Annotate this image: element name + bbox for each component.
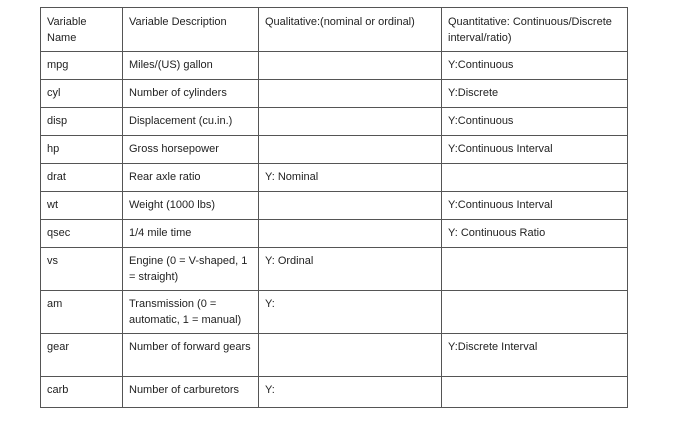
cell-qualitative: Y: xyxy=(259,291,442,334)
header-qualitative: Qualitative:(nominal or ordinal) xyxy=(259,8,442,52)
cell-qualitative xyxy=(259,108,442,136)
cell-description: Miles/(US) gallon xyxy=(123,52,259,80)
header-quantitative: Quantitative: Continuous/Discrete interval/ratio) xyxy=(442,8,628,52)
table-row-gear xyxy=(41,334,628,377)
cell-variable-name: disp xyxy=(41,108,123,136)
cell-qualitative: Y: Nominal xyxy=(259,164,442,192)
table-row-cyl xyxy=(41,80,628,108)
cell-variable-name: hp xyxy=(41,136,123,164)
table-row-disp xyxy=(41,108,628,136)
header-variable-name: Variable Name xyxy=(41,8,123,52)
cell-qualitative xyxy=(259,80,442,108)
cell-quantitative: Y: Continuous Ratio xyxy=(442,220,628,248)
cell-description: Gross horsepower xyxy=(123,136,259,164)
table-row-vs xyxy=(41,248,628,291)
cell-qualitative xyxy=(259,52,442,80)
cell-variable-name: carb xyxy=(41,377,123,408)
cell-description: Number of cylinders xyxy=(123,80,259,108)
cell-variable-name: qsec xyxy=(41,220,123,248)
cell-variable-name: cyl xyxy=(41,80,123,108)
table-row-hp xyxy=(41,136,628,164)
cell-quantitative: Y:Continuous Interval xyxy=(442,136,628,164)
cell-qualitative xyxy=(259,334,442,377)
header-row xyxy=(41,8,628,52)
cell-qualitative: Y: Ordinal xyxy=(259,248,442,291)
cell-qualitative xyxy=(259,136,442,164)
cell-quantitative: Y:Discrete Interval xyxy=(442,334,628,377)
table-row-qsec xyxy=(41,220,628,248)
cell-description: Displacement (cu.in.) xyxy=(123,108,259,136)
cell-quantitative: Y:Continuous Interval xyxy=(442,192,628,220)
cell-quantitative: Y:Continuous xyxy=(442,52,628,80)
table-row-drat xyxy=(41,164,628,192)
cell-description: Engine (0 = V-shaped, 1 = straight) xyxy=(123,248,259,291)
cell-quantitative xyxy=(442,248,628,291)
cell-qualitative xyxy=(259,220,442,248)
cell-quantitative xyxy=(442,377,628,408)
cell-description: Number of forward gears xyxy=(123,334,259,377)
cell-description: Transmission (0 = automatic, 1 = manual) xyxy=(123,291,259,334)
table-row-mpg xyxy=(41,52,628,80)
cell-description: Number of carburetors xyxy=(123,377,259,408)
cell-quantitative: Y:Continuous xyxy=(442,108,628,136)
cell-description: 1/4 mile time xyxy=(123,220,259,248)
variables-table xyxy=(40,7,628,408)
cell-qualitative xyxy=(259,192,442,220)
cell-variable-name: wt xyxy=(41,192,123,220)
cell-description: Rear axle ratio xyxy=(123,164,259,192)
header-variable-description: Variable Description xyxy=(123,8,259,52)
cell-description: Weight (1000 lbs) xyxy=(123,192,259,220)
cell-qualitative: Y: xyxy=(259,377,442,408)
table-row-wt xyxy=(41,192,628,220)
table-row-carb xyxy=(41,377,628,408)
cell-quantitative xyxy=(442,291,628,334)
cell-quantitative xyxy=(442,164,628,192)
cell-variable-name: vs xyxy=(41,248,123,291)
cell-variable-name: gear xyxy=(41,334,123,377)
cell-variable-name: am xyxy=(41,291,123,334)
cell-variable-name: mpg xyxy=(41,52,123,80)
cell-variable-name: drat xyxy=(41,164,123,192)
table-row-am xyxy=(41,291,628,334)
cell-quantitative: Y:Discrete xyxy=(442,80,628,108)
